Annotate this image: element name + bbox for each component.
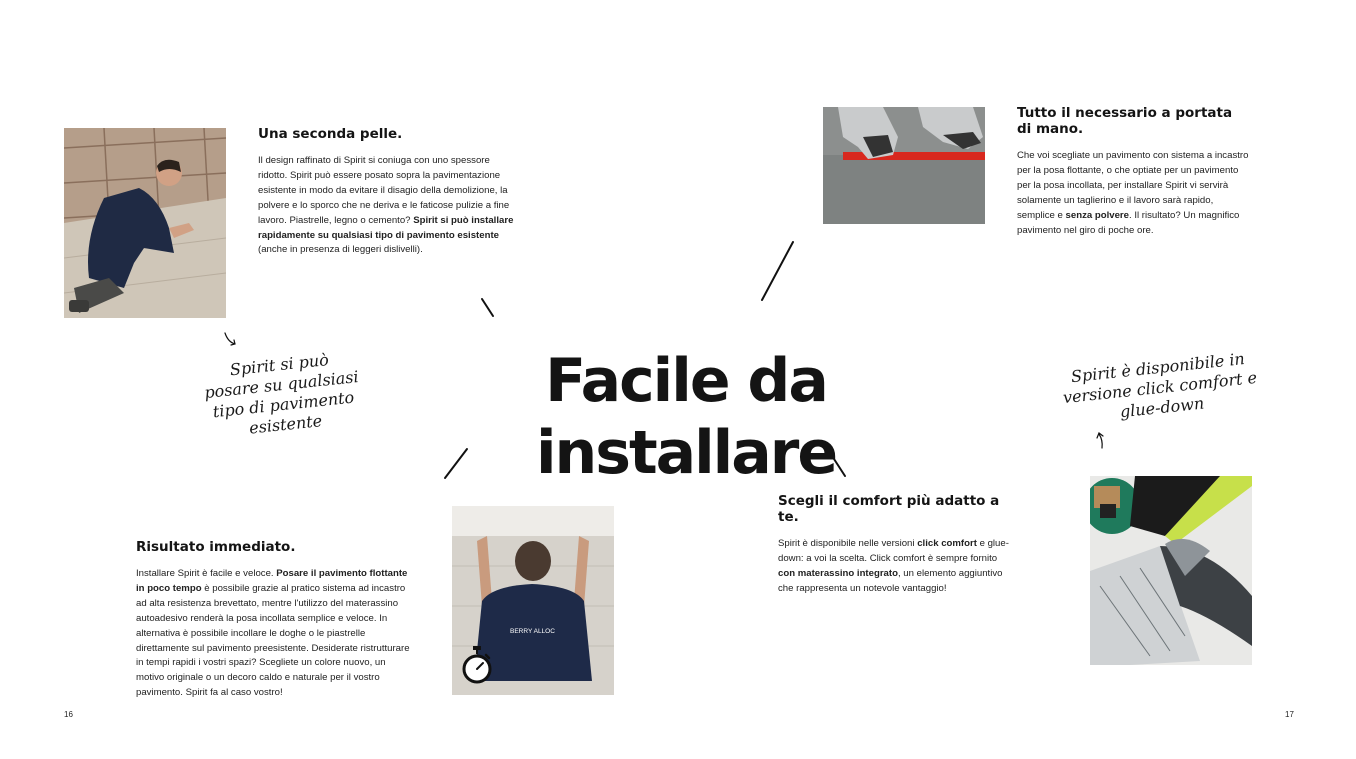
photo-gloved-hands-cutter — [823, 107, 985, 224]
comfort-heading: Scegli il comfort più adatto a te. — [778, 493, 1000, 525]
stopwatch-icon — [461, 645, 493, 687]
handwritten-note-right: Spirit è disponibile in versione click comfort e glue-down — [1062, 349, 1258, 422]
page-title: Facile da installare — [535, 346, 837, 488]
block-comfort — [778, 493, 1016, 597]
seconda-pelle-heading: Una seconda pelle. — [258, 126, 403, 142]
tshirt-logo: BERRY ALLOC — [510, 628, 555, 635]
page-number-right: 17 — [1285, 710, 1294, 719]
handwritten-note-left: Spirit si può posare su qualsiasi tipo di pavimento esistente — [203, 350, 360, 438]
risultato-body: Installare Spirit è facile e veloce. Posare il pavimento flottante in poco tempo è possibile grazie al pratico sistema ad incastro ad alta resistenza brevettato, mentre l'utilizzo del materassino autoadesivo renderà la posa incollata semplice e veloce. In alternativa è possibile incollare le doghe o le piastrelle direttamente sul pavimento preesistente. Desiderate ristrutturare in tempi rapidi i vostri spazi? Scegliete un colore nuovo, un motivo originale o un decoro caldo e naturale per il vostro pavimento. Spirit fa al caso vostro! — [136, 568, 410, 699]
block-seconda-pelle — [258, 126, 520, 258]
arrow-up-icon — [1094, 430, 1108, 450]
photo-kneeling-installer — [64, 128, 226, 318]
seconda-pelle-body: Il design raffinato di Spirit si coniuga con uno spessore ridotto. Spirit può essere posato sopra la pavimentazione esistente in modo da evitare il disagio della demolizione, la polvere e lo sporco che ne deriva e le faticose pulizie a fine lavoro. Piastrelle, legno o cemento? Spirit si può installare rapidamente su qualsiasi tipo di pavimento esistente (anche in presenza di leggeri dislivelli). — [258, 155, 514, 256]
comfort-body: Spirit è disponibile nelle versioni click comfort e glue-down: a voi la scelta. Click comfort è sempre fornito con materassino integrato, un elemento aggiuntivo che rappresenta un notevole vantaggio! — [778, 538, 1009, 594]
arrow-down-icon — [222, 330, 240, 348]
stroke-accent — [482, 299, 493, 316]
necessario-body: Che voi scegliate un pavimento con sistema a incastro per la posa flottante, o che optiate per un pavimento per la posa incollata, per installare Spirit vi servirà solamente un taglierino e il lavoro sarà rapido, semplice e senza polvere. Il risultato? Un magnifico pavimento nel giro di poche ore. — [1017, 150, 1249, 236]
necessario-heading: Tutto il necessario a portata di mano. — [1017, 105, 1233, 137]
block-risultato — [136, 539, 414, 701]
stroke-accent — [762, 242, 793, 300]
photo-underlay-rolls — [1090, 476, 1252, 665]
risultato-heading: Risultato immediato. — [136, 539, 296, 555]
block-necessario — [1017, 105, 1249, 238]
page-number-left: 16 — [64, 710, 73, 719]
